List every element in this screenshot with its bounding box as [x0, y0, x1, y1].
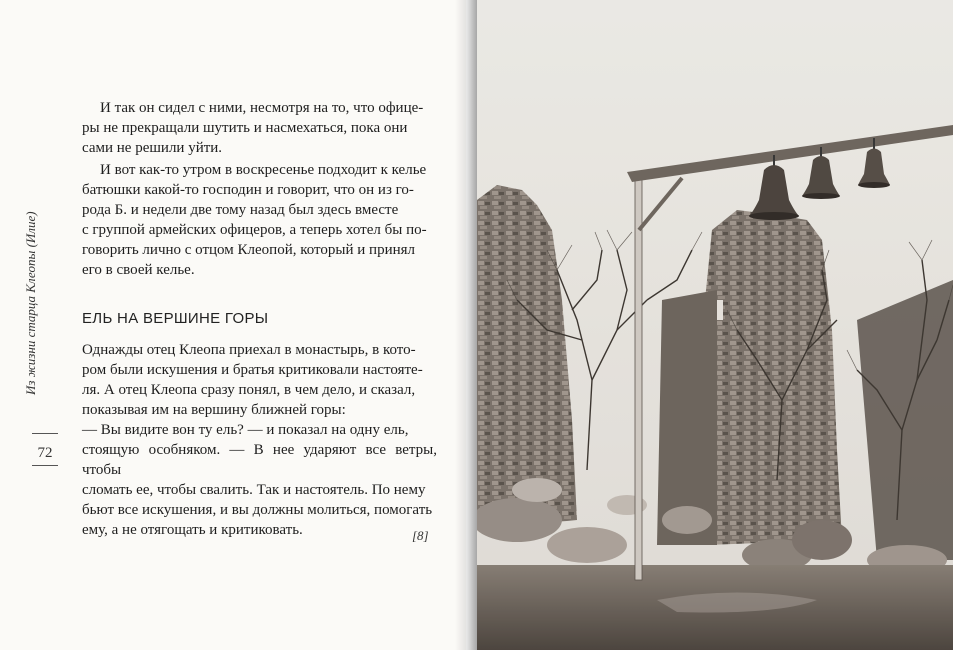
paragraph-1-line: ры не прекращали шутить и насмехаться, пока они [82, 120, 408, 136]
paragraph-2-line: с группой армейских офицеров, а теперь хотел бы по- [82, 222, 427, 238]
paragraph-3-line: Однажды отец Клеопа приехал в монастырь, в кото- [82, 342, 416, 358]
page-number: 72 [37, 445, 53, 461]
paragraph-2-line: рода Б. и недели две тому назад был здесь вместе [82, 202, 399, 218]
sepia-tone [477, 0, 953, 650]
paragraph-3-line: ля. А отец Клеопа сразу понял, в чем дело, и сказал, [82, 382, 416, 398]
paragraph-2-line: И вот как-то утром в воскресенье подходит к келье [100, 162, 427, 178]
page-number-rule-bottom [32, 465, 58, 466]
paragraph-2-line: его в своей келье. [82, 262, 195, 278]
paragraph-4-line: стоящую особняком. — В нее ударяют все ветры, чтобы [82, 442, 437, 478]
footnote-reference: [8] [412, 528, 429, 543]
paragraph-4-line: — Вы видите вон ту ель? — и показал на одну ель, [82, 422, 409, 438]
left-page [0, 0, 466, 650]
paragraph-2-line: говорить лично с отцом Клеопой, который и принял [82, 242, 416, 258]
paragraph-4 [82, 420, 437, 540]
paragraph-4-line: ему, а не отягощать и критиковать. [82, 522, 303, 538]
paragraph-3-line: показывая им на вершину ближней горы: [82, 402, 346, 418]
section-heading: ЕЛЬ НА ВЕРШИНЕ ГОРЫ [82, 310, 269, 327]
monastery-bells-photo [477, 0, 953, 650]
book-gutter [455, 0, 477, 650]
paragraph-4-line: сломать ее, чтобы свалить. Так и настоятель. По нему [82, 482, 426, 498]
paragraph-1-line: сами не решили уйти. [82, 140, 223, 156]
paragraph-2 [82, 160, 437, 280]
paragraph-1-line: И так он сидел с ними, несмотря на то, что офице- [100, 100, 424, 116]
side-title: Из жизни старца Клеопы (Илие) [23, 211, 38, 395]
paragraph-3 [82, 340, 437, 420]
paragraph-2-line: батюшки какой-то господин и говорит, что он из го- [82, 182, 414, 198]
paragraph-3-line: ром были искушения и братья критиковали настояте- [82, 362, 423, 378]
paragraph-1 [82, 98, 437, 158]
paragraph-4-line: бьют все искушения, и вы должны молиться, помогать [82, 502, 433, 518]
page-number-rule-top [32, 433, 58, 434]
